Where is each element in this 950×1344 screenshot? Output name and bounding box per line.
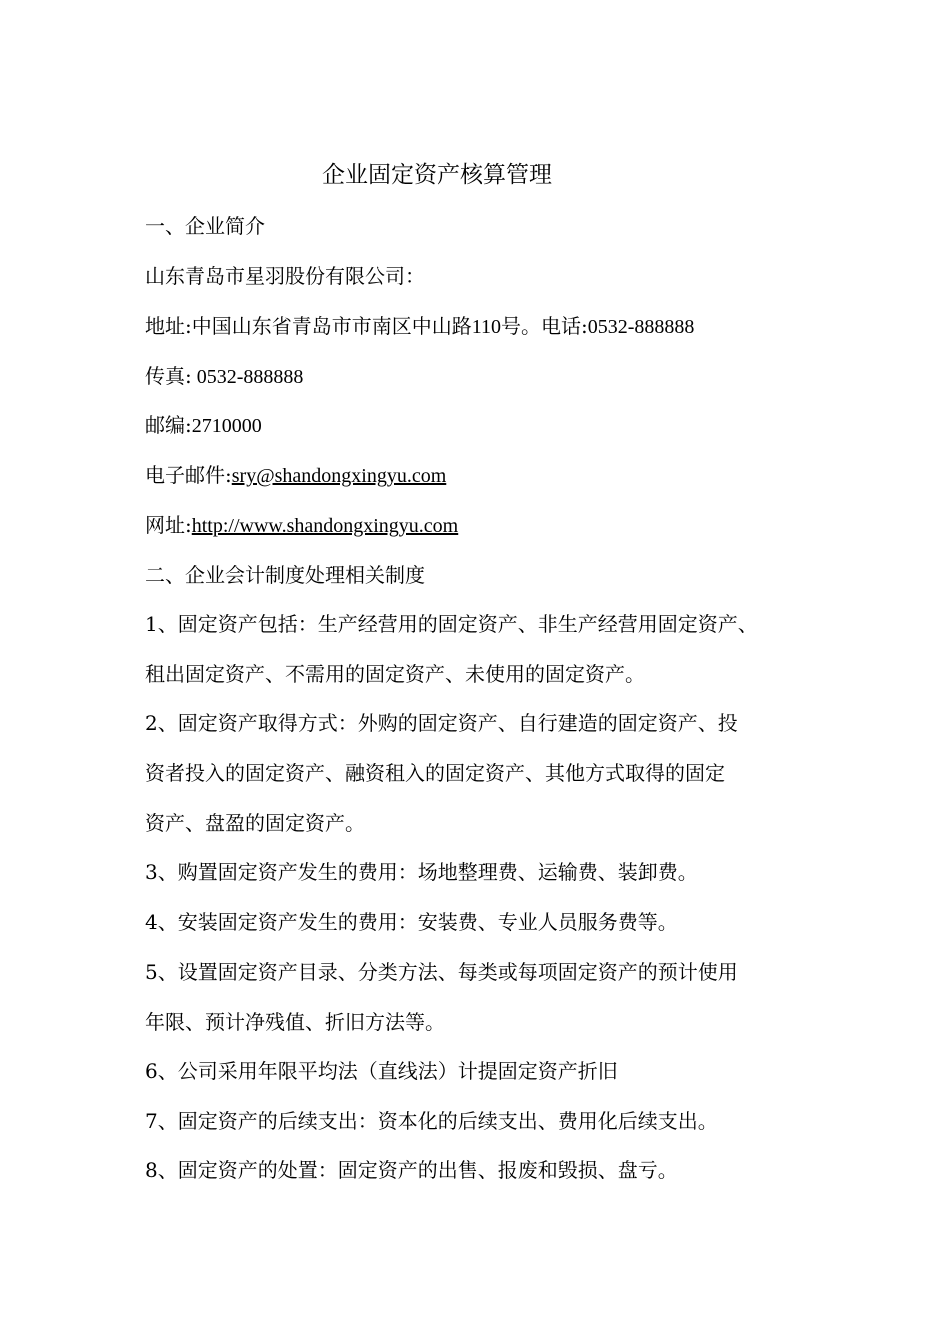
document-title: 企业固定资产核算管理	[322, 162, 552, 188]
list-item: 6、公司采用年限平均法（直线法）计提固定资产折旧	[145, 1059, 618, 1083]
email-label: 电子邮件:	[145, 463, 232, 487]
fax-number: 0532-888888	[191, 366, 304, 388]
list-item: 年限、预计净残值、折旧方法等。	[145, 1010, 445, 1034]
address-label: 地址:中国山东省青岛市市南区中山路	[145, 314, 472, 338]
list-item: 4、安装固定资产发生的费用：安装费、专业人员服务费等。	[145, 910, 678, 934]
website-line	[145, 510, 458, 541]
fax-label: 传真:	[145, 364, 192, 388]
website-link[interactable]: http://www.shandongxingyu.com	[191, 515, 459, 537]
email-link[interactable]: sry@shandongxingyu.com	[231, 465, 447, 487]
email-line	[145, 460, 446, 491]
list-item: 5、设置固定资产目录、分类方法、每类或每项固定资产的预计使用	[145, 960, 738, 984]
list-item: 资者投入的固定资产、融资租入的固定资产、其他方式取得的固定	[145, 761, 725, 785]
list-item: 1、固定资产包括：生产经营用的固定资产、非生产经营用固定资产、	[145, 612, 758, 636]
section-heading-intro: 一、企业简介	[145, 214, 265, 238]
address-suffix: 号。电话:	[501, 314, 588, 338]
address-line	[145, 311, 694, 342]
company-name: 山东青岛市星羽股份有限公司：	[145, 264, 425, 288]
website-label: 网址:	[145, 513, 192, 537]
postcode-line	[145, 410, 262, 441]
list-item: 8、固定资产的处置：固定资产的出售、报废和毁损、盘亏。	[145, 1158, 678, 1182]
postcode-value: 2710000	[191, 415, 262, 437]
address-number: 110	[471, 316, 502, 338]
list-item: 资产、盘盈的固定资产。	[145, 811, 365, 835]
phone-number: 0532-888888	[587, 316, 695, 338]
section-heading-accounting: 二、企业会计制度处理相关制度	[145, 563, 425, 587]
list-item: 7、固定资产的后续支出：资本化的后续支出、费用化后续支出。	[145, 1109, 718, 1133]
fax-line	[145, 361, 303, 392]
list-item: 3、购置固定资产发生的费用：场地整理费、运输费、装卸费。	[145, 860, 698, 884]
list-item: 2、固定资产取得方式：外购的固定资产、自行建造的固定资产、投	[145, 711, 738, 735]
postcode-label: 邮编:	[145, 413, 192, 437]
list-item: 租出固定资产、不需用的固定资产、未使用的固定资产。	[145, 662, 645, 686]
